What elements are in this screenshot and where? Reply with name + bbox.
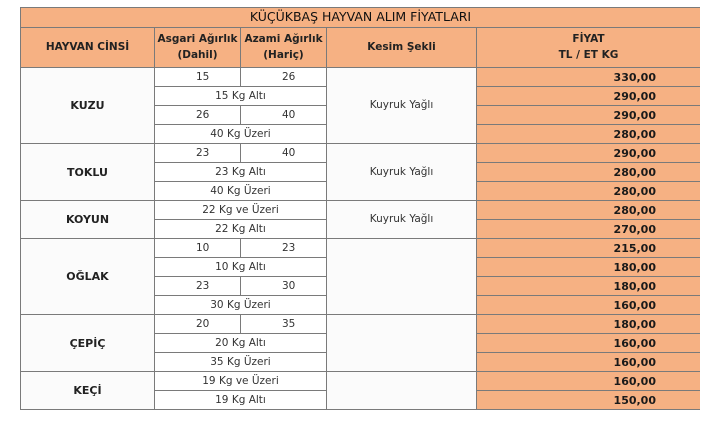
weight-range-cell: 19 Kg ve Üzeri	[155, 372, 327, 391]
table-row	[21, 372, 701, 391]
cut-oglak	[327, 239, 477, 315]
weight-range-cell: 23 Kg Altı	[155, 163, 327, 182]
cut-koyun: Kuyruk Yağlı	[327, 201, 477, 239]
min-weight-cell: 23	[155, 277, 241, 296]
price-cell: 180,00	[477, 315, 701, 334]
animal-kuzu: KUZU	[21, 68, 155, 144]
price-table	[20, 7, 700, 410]
header-min-weight: Asgari Ağırlık (Dahil)	[155, 28, 241, 68]
price-cell: 160,00	[477, 334, 701, 353]
cut-kuzu: Kuyruk Yağlı	[327, 68, 477, 144]
header-max-weight: Azami Ağırlık (Hariç)	[241, 28, 327, 68]
max-weight-cell: 40	[241, 106, 327, 125]
price-cell: 330,00	[477, 68, 701, 87]
max-weight-cell: 35	[241, 315, 327, 334]
price-cell: 160,00	[477, 353, 701, 372]
price-cell: 160,00	[477, 372, 701, 391]
max-weight-cell: 30	[241, 277, 327, 296]
header-cut: Kesim Şekli	[327, 28, 477, 68]
cut-cepic	[327, 315, 477, 372]
min-weight-cell: 26	[155, 106, 241, 125]
table-title: KÜÇÜKBAŞ HAYVAN ALIM FİYATLARI	[21, 8, 701, 28]
price-cell: 150,00	[477, 391, 701, 410]
table-row	[21, 239, 701, 258]
weight-range-cell: 30 Kg Üzeri	[155, 296, 327, 315]
min-weight-cell: 15	[155, 68, 241, 87]
animal-cepic: ÇEPİÇ	[21, 315, 155, 372]
weight-range-cell: 22 Kg ve Üzeri	[155, 201, 327, 220]
max-weight-cell: 26	[241, 68, 327, 87]
max-weight-cell: 23	[241, 239, 327, 258]
weight-range-cell: 40 Kg Üzeri	[155, 182, 327, 201]
price-cell: 215,00	[477, 239, 701, 258]
price-cell: 160,00	[477, 296, 701, 315]
price-table-frame	[20, 7, 700, 427]
min-weight-cell: 23	[155, 144, 241, 163]
price-cell: 290,00	[477, 87, 701, 106]
price-cell: 280,00	[477, 182, 701, 201]
price-cell: 280,00	[477, 201, 701, 220]
price-cell: 180,00	[477, 258, 701, 277]
weight-range-cell: 22 Kg Altı	[155, 220, 327, 239]
price-cell: 280,00	[477, 125, 701, 144]
header-price: FİYAT TL / ET KG	[477, 28, 701, 68]
cut-toklu: Kuyruk Yağlı	[327, 144, 477, 201]
table-row	[21, 315, 701, 334]
cut-keci	[327, 372, 477, 410]
table-row	[21, 201, 701, 220]
price-cell: 290,00	[477, 144, 701, 163]
animal-oglak: OĞLAK	[21, 239, 155, 315]
table-row	[21, 144, 701, 163]
price-cell: 290,00	[477, 106, 701, 125]
weight-range-cell: 20 Kg Altı	[155, 334, 327, 353]
animal-keci: KEÇİ	[21, 372, 155, 410]
weight-range-cell: 10 Kg Altı	[155, 258, 327, 277]
weight-range-cell: 15 Kg Altı	[155, 87, 327, 106]
weight-range-cell: 19 Kg Altı	[155, 391, 327, 410]
min-weight-cell: 20	[155, 315, 241, 334]
price-cell: 280,00	[477, 163, 701, 182]
max-weight-cell: 40	[241, 144, 327, 163]
weight-range-cell: 35 Kg Üzeri	[155, 353, 327, 372]
animal-koyun: KOYUN	[21, 201, 155, 239]
table-row	[21, 68, 701, 87]
header-animal: HAYVAN CİNSİ	[21, 28, 155, 68]
min-weight-cell: 10	[155, 239, 241, 258]
price-cell: 180,00	[477, 277, 701, 296]
price-cell: 270,00	[477, 220, 701, 239]
animal-toklu: TOKLU	[21, 144, 155, 201]
weight-range-cell: 40 Kg Üzeri	[155, 125, 327, 144]
